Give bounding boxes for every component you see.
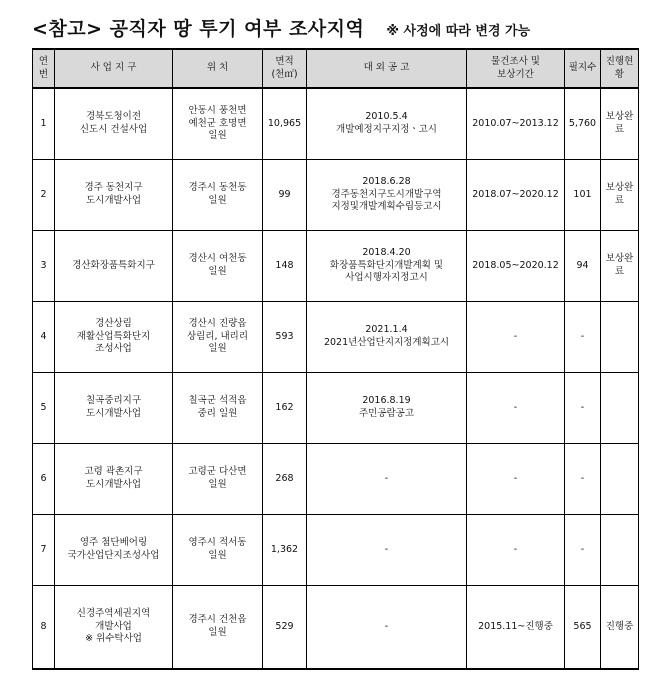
page-note: ※ 사정에 따라 변경 가능 [386, 24, 531, 39]
cell-project: 경산화장품특화지구 [55, 231, 173, 302]
cell-location: 경산시 여천동 일원 [173, 231, 263, 302]
cell-area: 99 [263, 160, 307, 231]
cell-status: 보상완료 [601, 88, 639, 160]
cell-period: 2010.07~2013.12 [467, 88, 565, 160]
cell-status: 진행중 [601, 586, 639, 670]
cell-location: 경주시 건천읍 일원 [173, 586, 263, 670]
table-header-row [33, 49, 639, 88]
cell-parcels: - [565, 444, 601, 515]
cell-no: 7 [33, 515, 55, 586]
cell-parcels: 565 [565, 586, 601, 670]
cell-announcement: 2018.4.20 화장품특화단지개발계획 및 사업시행자지정고시 [307, 231, 467, 302]
page-title: <참고> 공직자 땅 투기 여부 조사지역 [32, 18, 365, 40]
cell-parcels: - [565, 515, 601, 586]
header-area: 면적 (천㎡) [263, 49, 307, 88]
cell-location: 경주시 동천동 일원 [173, 160, 263, 231]
cell-status [601, 302, 639, 373]
cell-period: - [467, 373, 565, 444]
cell-period: - [467, 515, 565, 586]
header-status: 진행현황 [601, 49, 639, 88]
cell-announcement: 2010.5.4 개발예정지구지정ㆍ고시 [307, 88, 467, 160]
cell-no: 8 [33, 586, 55, 670]
cell-area: 593 [263, 302, 307, 373]
cell-parcels: - [565, 302, 601, 373]
cell-project: 칠곡중리지구 도시개발사업 [55, 373, 173, 444]
table-row [33, 88, 639, 160]
cell-period: - [467, 302, 565, 373]
cell-location: 경산시 진량읍 상림리, 내리리 일원 [173, 302, 263, 373]
cell-parcels: 5,760 [565, 88, 601, 160]
cell-project: 경북도청이전 신도시 건설사업 [55, 88, 173, 160]
cell-project: 고령 곽촌지구 도시개발사업 [55, 444, 173, 515]
cell-no: 3 [33, 231, 55, 302]
header-announcement: 대 외 공 고 [307, 49, 467, 88]
cell-project: 경주 동천지구 도시개발사업 [55, 160, 173, 231]
cell-location: 영주시 적서동 일원 [173, 515, 263, 586]
header-project: 사 업 지 구 [55, 49, 173, 88]
cell-area: 1,362 [263, 515, 307, 586]
cell-no: 4 [33, 302, 55, 373]
survey-table [32, 48, 639, 670]
header-location: 위 치 [173, 49, 263, 88]
header-compensation-period: 물건조사 및 보상기간 [467, 49, 565, 88]
title-row [32, 14, 632, 44]
cell-announcement: - [307, 586, 467, 670]
cell-status: 보상완료 [601, 231, 639, 302]
cell-project: 경산상림 재활산업특화단지 조성사업 [55, 302, 173, 373]
cell-project: 영주 첨단베어링 국가산업단지조성사업 [55, 515, 173, 586]
header-parcels: 필지수 [565, 49, 601, 88]
table-row [33, 515, 639, 586]
cell-announcement: 2018.6.28 경주동천지구도시개발구역 지정및개발계획수립등고시 [307, 160, 467, 231]
cell-no: 2 [33, 160, 55, 231]
cell-area: 529 [263, 586, 307, 670]
cell-area: 10,965 [263, 88, 307, 160]
table-row [33, 302, 639, 373]
cell-period: - [467, 444, 565, 515]
cell-period: 2018.05~2020.12 [467, 231, 565, 302]
cell-status [601, 373, 639, 444]
cell-no: 5 [33, 373, 55, 444]
cell-period: 2018.07~2020.12 [467, 160, 565, 231]
cell-no: 1 [33, 88, 55, 160]
cell-status: 보상완료 [601, 160, 639, 231]
cell-location: 고령군 다산면 일원 [173, 444, 263, 515]
cell-location: 칠곡군 석적읍 중리 일원 [173, 373, 263, 444]
header-no: 연 번 [33, 49, 55, 88]
cell-announcement: - [307, 515, 467, 586]
table-row [33, 231, 639, 302]
table-row [33, 586, 639, 670]
cell-parcels: 94 [565, 231, 601, 302]
table-row [33, 160, 639, 231]
cell-status [601, 444, 639, 515]
cell-parcels: 101 [565, 160, 601, 231]
cell-status [601, 515, 639, 586]
cell-announcement: - [307, 444, 467, 515]
table-row [33, 444, 639, 515]
cell-announcement: 2021.1.4 2021년산업단지지정계획고시 [307, 302, 467, 373]
cell-area: 162 [263, 373, 307, 444]
table-row [33, 373, 639, 444]
cell-location: 안동시 풍천면 예천군 호명면 일원 [173, 88, 263, 160]
cell-area: 148 [263, 231, 307, 302]
cell-area: 268 [263, 444, 307, 515]
cell-no: 6 [33, 444, 55, 515]
cell-project: 신경주역세권지역 개발사업 ※ 위수탁사업 [55, 586, 173, 670]
cell-announcement: 2016.8.19 주민공람공고 [307, 373, 467, 444]
cell-period: 2015.11~진행중 [467, 586, 565, 670]
cell-parcels: - [565, 373, 601, 444]
